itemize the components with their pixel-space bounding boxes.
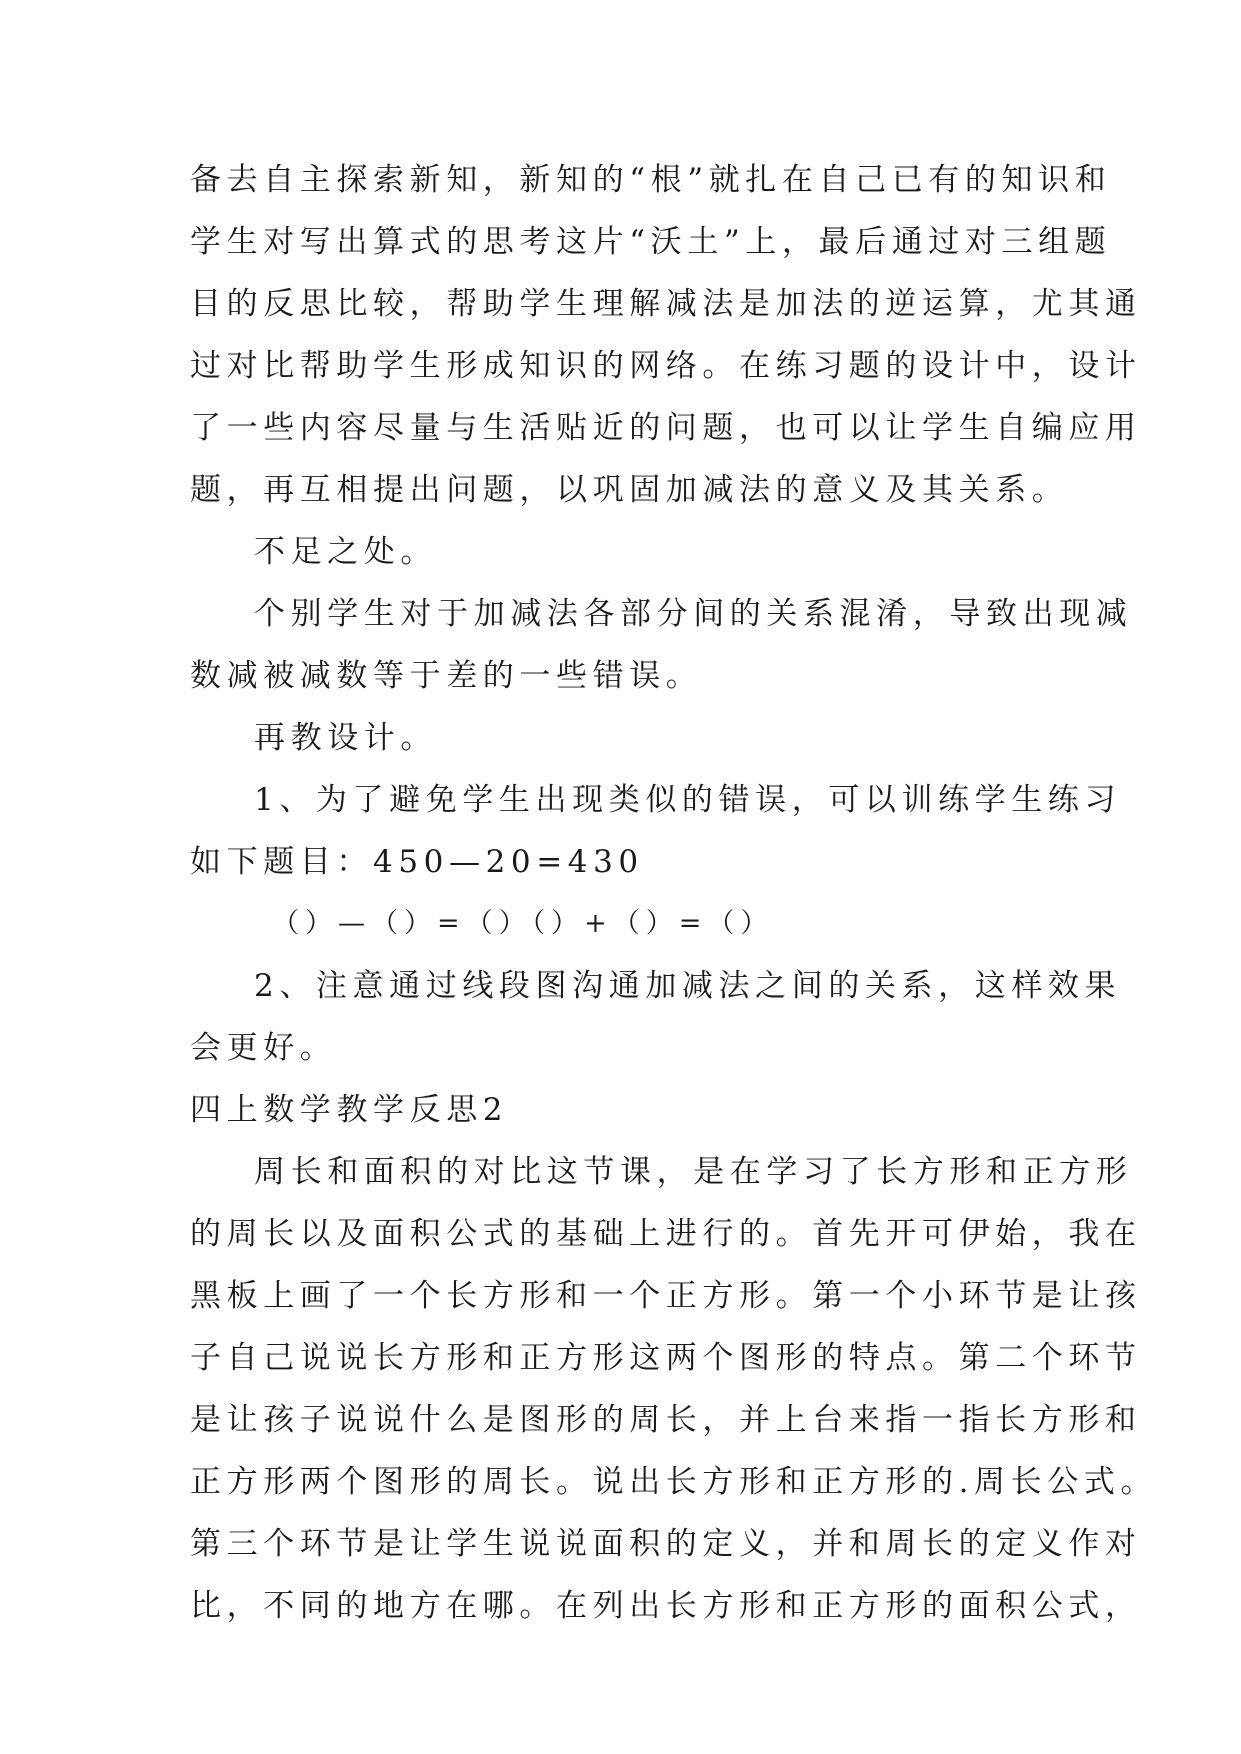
section-heading-shortcomings: 不足之处。 bbox=[254, 534, 437, 570]
paragraph-line: 学生对写出算式的思考这片“沃土”上，最后通过对三组题 bbox=[190, 224, 1112, 260]
paragraph-line: 会更好。 bbox=[190, 1030, 337, 1066]
paragraph-line: 是让孩子说说什么是图形的周长，并上台来指一指长方形和 bbox=[190, 1402, 1142, 1438]
paragraph-line: 第三个环节是让学生说说面积的定义，并和周长的定义作对 bbox=[190, 1526, 1142, 1562]
paragraph-line: 的周长以及面积公式的基础上进行的。首先开可伊始，我在 bbox=[190, 1216, 1142, 1252]
list-item-2: 2、注意通过线段图沟通加减法之间的关系，这样效果 bbox=[254, 968, 1122, 1004]
paragraph-line: 子自己说说长方形和正方形这两个图形的特点。第二个环节 bbox=[190, 1340, 1142, 1376]
document-heading: 四上数学教学反思2 bbox=[190, 1092, 509, 1128]
paragraph-line: 题，再互相提出问题，以巩固加减法的意义及其关系。 bbox=[190, 472, 1069, 508]
formula-line: （）—（）=（）（）+（）=（） bbox=[272, 908, 774, 939]
paragraph-line: 备去自主探索新知，新知的“根”就扎在自己已有的知识和 bbox=[190, 162, 1112, 198]
paragraph-line: 正方形两个图形的周长。说出长方形和正方形的.周长公式。 bbox=[190, 1464, 1158, 1500]
paragraph-line: 黑板上画了一个长方形和一个正方形。第一个小环节是让孩 bbox=[190, 1278, 1142, 1314]
paragraph-line: 了一些内容尽量与生活贴近的问题，也可以让学生自编应用 bbox=[190, 410, 1142, 446]
paragraph-line: 数减被减数等于差的一些错误。 bbox=[190, 658, 703, 694]
paragraph-line: 如下题目：450—20=430 bbox=[190, 844, 644, 880]
list-item-1: 1、为了避免学生出现类似的错误，可以训练学生练习 bbox=[254, 782, 1122, 818]
paragraph-line: 过对比帮助学生形成知识的网络。在练习题的设计中，设计 bbox=[190, 348, 1142, 384]
paragraph-line: 周长和面积的对比这节课，是在学习了长方形和正方形 bbox=[254, 1154, 1133, 1190]
section-heading-redesign: 再教设计。 bbox=[254, 720, 437, 756]
paragraph-line: 目的反思比较，帮助学生理解减法是加法的逆运算，尤其通 bbox=[190, 286, 1142, 322]
paragraph-line: 个别学生对于加减法各部分间的关系混淆，导致出现减 bbox=[254, 596, 1133, 632]
paragraph-line: 比，不同的地方在哪。在列出长方形和正方形的面积公式， bbox=[190, 1588, 1142, 1624]
